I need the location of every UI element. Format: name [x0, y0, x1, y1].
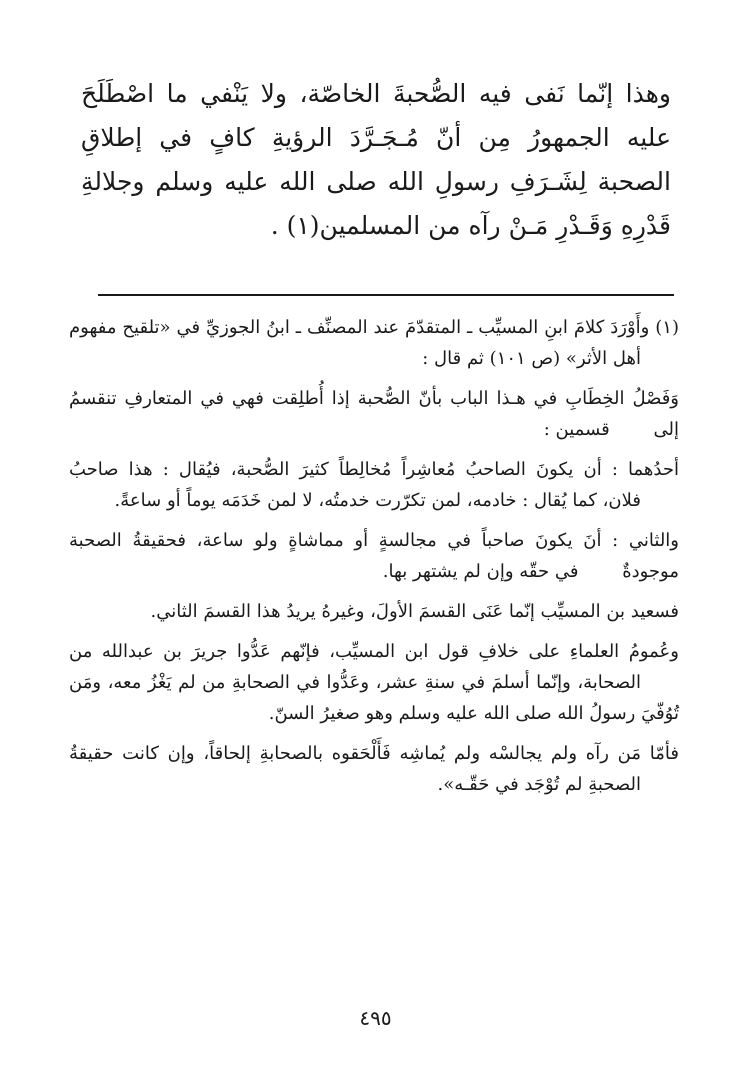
- footnote-line: فأمّا مَن رآه ولم يجالسْه ولم يُماشِه فَأَلْحَقوه بالصحابةِ إلحاقاً، وإن كانت حقيقةُ: [69, 743, 679, 764]
- footnote-continuation: الصحابة، وإنّما أسلمَ في سنةِ عشر، وعَدُّوا في الصحابةِ من لم يَغْزُ معه، ومَن تُوُفّيَ رسولُ الله صلى الله عليه وسلم وهو صغيرُ السنّ.: [69, 672, 679, 724]
- main-text-line: الجمهورُ مِن أنّ مُـجَـرَّدَ الرؤيةِ كافٍ في إطلاقِ الصحبة لِشَـرَفِ: [81, 123, 671, 196]
- footnote-block: [69, 454, 679, 516]
- footnote-block: [69, 383, 679, 445]
- footnote-block: [69, 636, 679, 729]
- footnote-continuation: قسمين :: [543, 419, 610, 440]
- main-body-text: [81, 72, 671, 248]
- main-paragraph: [81, 72, 671, 248]
- footnotes-section: [69, 312, 679, 809]
- footnote-line: أحدُهما : أن يكونَ الصاحبُ مُعاشِراً مُخالِطاً كثيرَ الصُّحبة، فيُقال : هذا صاحبُ: [69, 459, 679, 480]
- main-text-line: وهذا إنّما نَفى فيه الصُّحبةَ الخاصّة، ولا يَنْفي ما اصْطَلَحَ عليه: [81, 79, 671, 152]
- footnote-block: [69, 596, 679, 627]
- main-text-line: المسلمين(١) .: [270, 211, 421, 240]
- footnote-block: [69, 525, 679, 587]
- footnote-block: [69, 738, 679, 800]
- page-number: ٤٩٥: [359, 1006, 392, 1030]
- footnote-continuation: فلان، كما يُقال : خادمه، لمن تكرّرت خدمتُه، لا لمن خَدَمَه يوماً أو ساعةً.: [114, 490, 641, 511]
- footnote-continuation: الصحبةِ لم تُوْجَد في حَقّـه».: [437, 774, 641, 795]
- footnote-continuation: في حقّه وإن لم يشتهر بها.: [382, 561, 579, 582]
- footnote-separator: [98, 294, 674, 296]
- footnote-line: (١) وأَوْرَدَ كلامَ ابنِ المسيِّب ـ المتقدّمَ عند المصنِّف ـ ابنُ الجوزيِّ في «تلقيح مفهوم: [69, 317, 679, 338]
- main-text-line: رسولِ الله صلى الله عليه وسلم وجلالةِ قَدْرِهِ وَقَـدْرِ مَـنْ رآه من: [81, 167, 671, 240]
- footnote-line: وَفَصْلُ الخِطَابِ في هـذا الباب بأنّ الصُّحبة إذا أُطلِقت فهي في المتعارفِ تنقسمُ إلى: [69, 388, 679, 440]
- footnote-continuation: [113, 601, 151, 622]
- footnote-block: [69, 312, 679, 374]
- footnote-line: وعُمومُ العلماءِ على خلافِ قول ابن المسيِّب، فإنّهم عَدُّوا جريرَ بن عبدالله من: [69, 641, 679, 662]
- footnote-line: والثاني : أنَ يكونَ صاحباً في مجالسةٍ أو مماشاةٍ ولو ساعة، فحقيقةُ الصحبة موجودةٌ: [69, 530, 679, 582]
- footnote-line: فسعيد بن المسيِّب إنّما عَنَى القسمَ الأولَ، وغيرهُ يريدُ هذا القسمَ الثاني.: [150, 601, 679, 622]
- footnote-continuation: أهل الأثر» (ص ١٠١) ثم قال :: [422, 348, 641, 369]
